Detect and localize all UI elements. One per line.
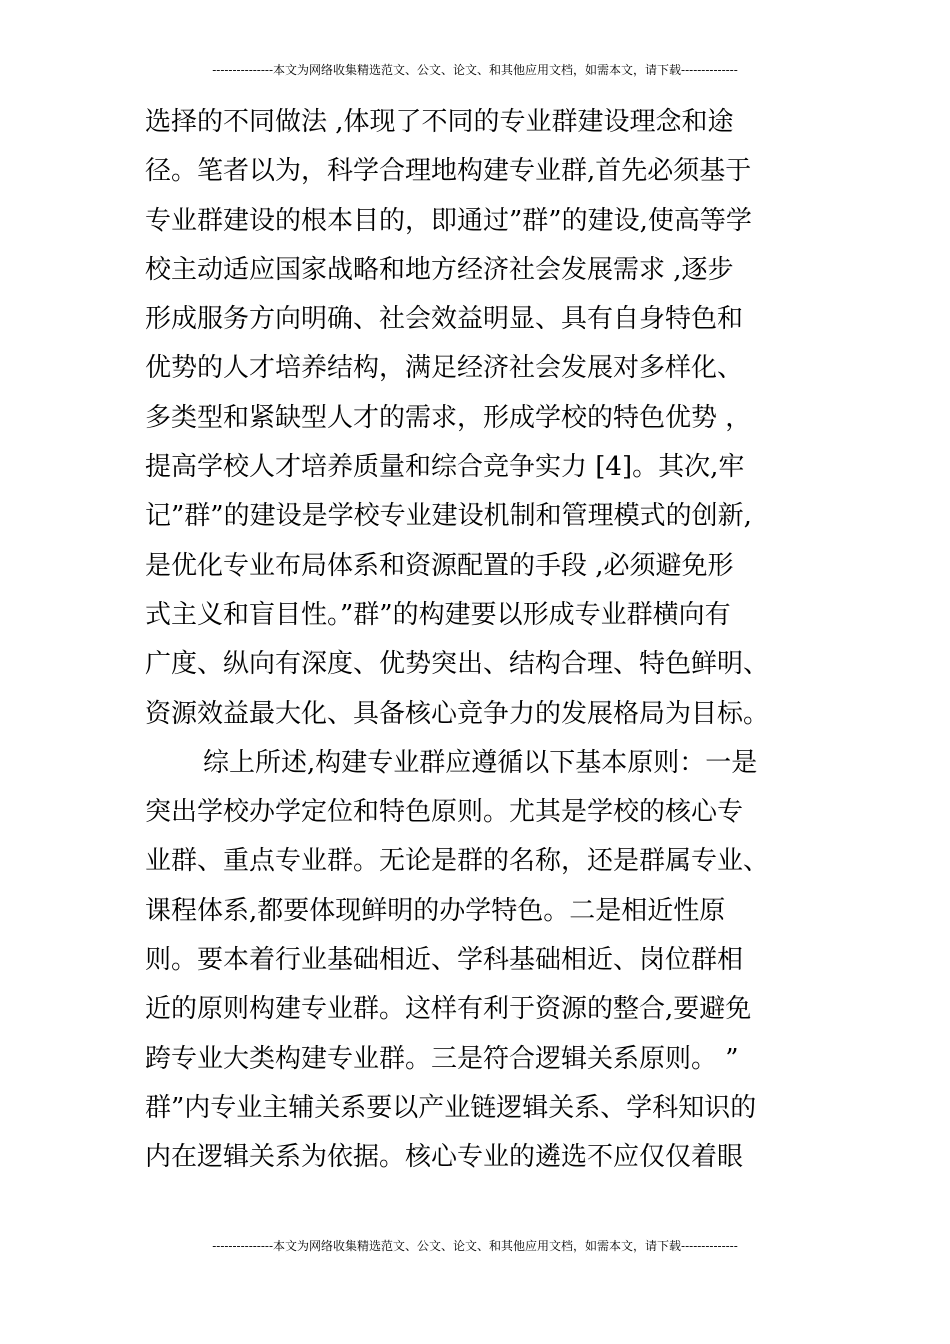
text-line: 式主义和盲目性。”群”的构建要以形成专业群横向有 xyxy=(145,599,731,630)
text-line: 提高学校人才培养质量和综合竞争实力 [4]。其次,牢 xyxy=(145,452,745,483)
body-text xyxy=(145,98,825,1183)
paragraph-start-line: 综上所述,构建专业群应遵循以下基本原则：一是 xyxy=(203,747,758,778)
text-line: 广度、纵向有深度、优势突出、结构合理、特色鲜明、 xyxy=(145,649,770,680)
text-line: 优势的人才培养结构，满足经济社会发展对多样化、 xyxy=(145,353,744,384)
text-line: 近的原则构建专业群。这样有利于资源的整合,要避免 xyxy=(145,994,752,1025)
text-line: 径。笔者以为，科学合理地构建专业群,首先必须基于 xyxy=(145,156,752,187)
text-line: 多类型和紧缺型人才的需求，形成学校的特色优势 ， xyxy=(145,402,752,433)
text-line: 突出学校办学定位和特色原则。尤其是学校的核心专 xyxy=(145,797,744,828)
text-line: 跨专业大类构建专业群。三是符合逻辑关系原则。 ” xyxy=(145,1043,739,1074)
text-line: 校主动适应国家战略和地方经济社会发展需求 ,逐步 xyxy=(145,254,734,285)
page-header: ---------------本文为网络收集精选范文、公文、论文、和其他应用文档，如需本文，请下载-------------- xyxy=(212,63,738,77)
text-line: 课程体系,都要体现鲜明的办学特色。二是相近性原 xyxy=(145,895,726,926)
text-line: 资源效益最大化、具备核心竞争力的发展格局为目标。 xyxy=(145,698,770,729)
text-line: 专业群建设的根本目的，即通过”群”的建设,使高等学 xyxy=(145,205,752,236)
page-footer: ---------------本文为网络收集精选范文、公文、论文、和其他应用文档，如需本文，请下载-------------- xyxy=(212,1239,738,1253)
text-line: 是优化专业布局体系和资源配置的手段 ,必须避免形 xyxy=(145,550,734,581)
text-line: 形成服务方向明确、社会效益明显、具有自身特色和 xyxy=(145,304,744,335)
text-line: 则。要本着行业基础相近、学科基础相近、岗位群相 xyxy=(145,945,744,976)
text-line: 群”内专业主辅关系要以产业链逻辑关系、学科知识的 xyxy=(145,1092,757,1123)
text-line: 业群、重点专业群。无论是群的名称，还是群属专业、 xyxy=(145,846,770,877)
text-line: 内在逻辑关系为依据。核心专业的遴选不应仅仅着眼 xyxy=(145,1142,744,1173)
text-line: 选择的不同做法 ,体现了不同的专业群建设理念和途 xyxy=(145,107,734,137)
text-line: 记”群”的建设是学校专业建设机制和管理模式的创新, xyxy=(145,501,752,532)
